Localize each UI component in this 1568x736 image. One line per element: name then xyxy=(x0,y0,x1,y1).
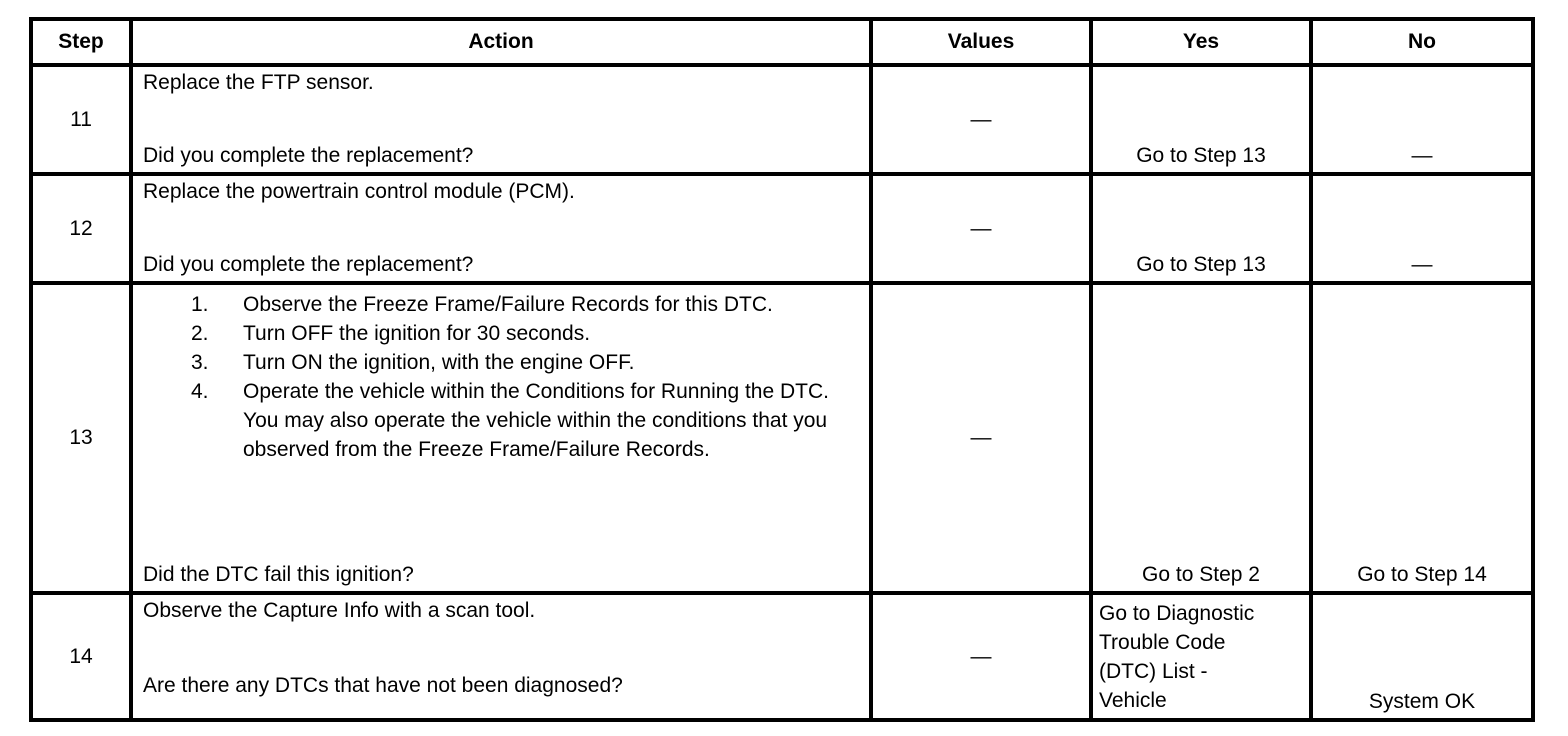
step-number: 13 xyxy=(31,283,131,593)
yes-cell xyxy=(1091,174,1311,283)
yes-link[interactable]: Go to Diagnostic Trouble Code (DTC) List - Vehicle xyxy=(1099,602,1255,712)
yes-link[interactable]: Go to Step 2 xyxy=(1142,563,1260,586)
action-text: Replace the FTP sensor. xyxy=(143,71,374,94)
step-number: 14 xyxy=(31,593,131,720)
action-text: Observe the Capture Info with a scan tool. xyxy=(143,599,536,622)
yes-link[interactable]: Go to Step 13 xyxy=(1136,144,1266,167)
no-cell xyxy=(1311,283,1533,593)
header-step: Step xyxy=(31,19,131,65)
no-value: System OK xyxy=(1368,690,1476,713)
no-link[interactable]: Go to Step 14 xyxy=(1357,563,1487,586)
action-question: Are there any DTCs that have not been diagnosed? xyxy=(143,674,623,697)
values-cell: — xyxy=(871,174,1091,283)
table-row xyxy=(31,65,1533,174)
yes-link[interactable]: Go to Step 13 xyxy=(1136,253,1266,276)
action-question: Did you complete the replacement? xyxy=(143,253,474,276)
step-number: 11 xyxy=(31,65,131,174)
action-cell xyxy=(131,593,871,720)
no-cell xyxy=(1311,65,1533,174)
procedure-item: 2. Turn OFF the ignition for 30 seconds. xyxy=(191,322,591,345)
step-number: 12 xyxy=(31,174,131,283)
yes-cell xyxy=(1091,593,1311,720)
diagnostic-table xyxy=(29,17,1535,722)
table-row xyxy=(31,283,1533,593)
procedure-item: 3. Turn ON the ignition, with the engine OFF. xyxy=(191,351,635,374)
action-text: Replace the powertrain control module (PCM). xyxy=(143,180,575,203)
no-value: — xyxy=(1411,144,1433,167)
values-cell: — xyxy=(871,65,1091,174)
no-value: — xyxy=(1411,253,1433,276)
values-cell: — xyxy=(871,283,1091,593)
action-cell xyxy=(131,174,871,283)
action-cell xyxy=(131,283,871,593)
no-cell xyxy=(1311,593,1533,720)
action-question: Did the DTC fail this ignition? xyxy=(143,563,414,586)
header-row xyxy=(31,19,1533,65)
procedure-item: 1. Observe the Freeze Frame/Failure Records for this DTC. xyxy=(191,293,773,316)
header-action: Action xyxy=(131,19,871,65)
header-yes: Yes xyxy=(1091,19,1311,65)
action-cell xyxy=(131,65,871,174)
yes-cell xyxy=(1091,65,1311,174)
procedure-item: 4. Operate the vehicle within the Conditions for Running the DTC. You may also operate the vehicle within the conditions that you observed from the Freeze Frame/Failure Records. xyxy=(191,380,829,461)
header-no: No xyxy=(1311,19,1533,65)
procedure-list xyxy=(143,290,843,464)
values-cell: — xyxy=(871,593,1091,720)
table-row xyxy=(31,593,1533,720)
action-question: Did you complete the replacement? xyxy=(143,144,474,167)
yes-cell xyxy=(1091,283,1311,593)
table-row xyxy=(31,174,1533,283)
header-values: Values xyxy=(871,19,1091,65)
no-cell xyxy=(1311,174,1533,283)
